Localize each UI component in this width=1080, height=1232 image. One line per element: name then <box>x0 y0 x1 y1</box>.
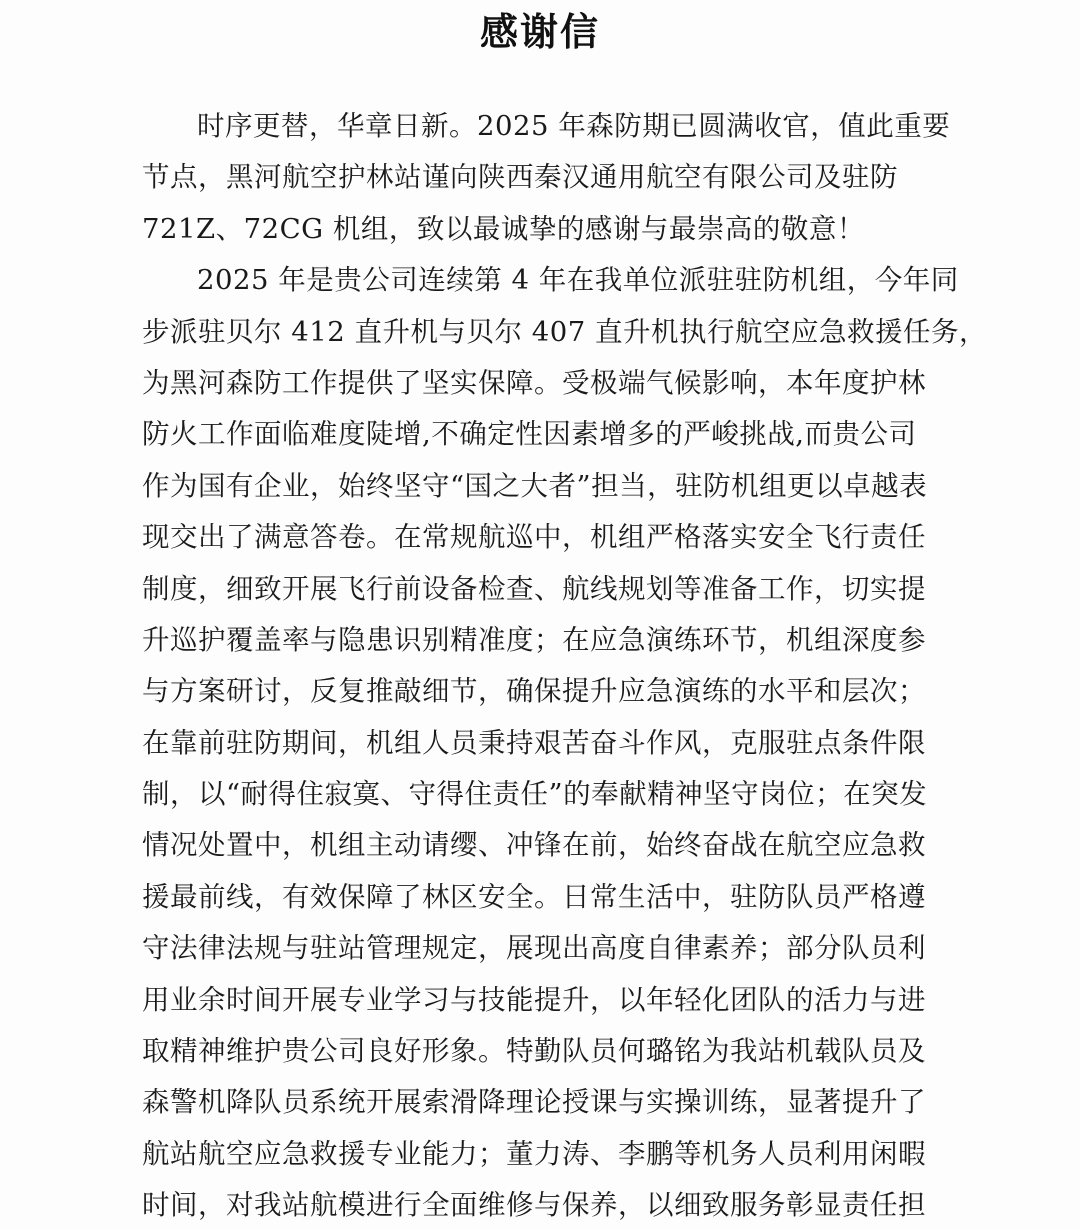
body-line: 时间，对我站航模进行全面维修与保养，以细致服务彰显责任担 <box>142 1189 926 1222</box>
body-line: 用业余时间开展专业学习与技能提升，以年轻化团队的活力与进 <box>142 983 926 1016</box>
body-line: 航站航空应急救援专业能力；董力涛、李鹏等机务人员利用闲暇 <box>142 1137 926 1170</box>
body-line: 情况处置中，机组主动请缨、冲锋在前，始终奋战在航空应急救 <box>142 829 926 862</box>
letter-title: 感谢信 <box>479 9 600 54</box>
body-line: 在靠前驻防期间，机组人员秉持艰苦奋斗作风，克服驻点条件限 <box>142 726 926 759</box>
body-line: 作为国有企业，始终坚守“国之大者”担当，驻防机组更以卓越表 <box>142 469 928 502</box>
body-line: 制，以“耐得住寂寞、守得住责任”的奉献精神坚守岗位；在突发 <box>142 778 928 811</box>
body-line: 森警机降队员系统开展索滑降理论授课与实操训练，显著提升了 <box>142 1086 926 1119</box>
body-line: 步派驻贝尔 412 直升机与贝尔 407 直升机执行航空应急救援任务， <box>142 315 987 348</box>
body-line: 守法律法规与驻站管理规定，展现出高度自律素养；部分队员利 <box>142 932 926 965</box>
body-line: 节点，黑河航空护林站谨向陕西秦汉通用航空有限公司及驻防 <box>142 161 898 194</box>
body-line: 援最前线，有效保障了林区安全。日常生活中，驻防队员严格遵 <box>142 880 926 913</box>
body-line: 时序更替，华章日新。2025 年森防期已圆满收官，值此重要 <box>197 110 951 142</box>
body-line: 2025 年是贵公司连续第 4 年在我单位派驻驻防机组，今年同 <box>197 264 959 297</box>
letter-body <box>142 101 987 1232</box>
body-line: 721Z、72CG 机组，致以最诚挚的感谢与最崇高的敬意！ <box>142 212 865 245</box>
body-line: 为黑河森防工作提供了坚实保障。受极端气候影响，本年度护林 <box>142 366 926 399</box>
body-line: 升巡护覆盖率与隐患识别精准度；在应急演练环节，机组深度参 <box>142 623 926 656</box>
body-line: 制度，细致开展飞行前设备检查、航线规划等准备工作，切实提 <box>142 572 926 605</box>
body-line: 现交出了满意答卷。在常规航巡中，机组严格落实安全飞行责任 <box>142 521 926 554</box>
body-line: 防火工作面临难度陡增,不确定性因素增多的严峻挑战,而贵公司 <box>142 418 917 451</box>
body-line: 取精神维护贵公司良好形象。特勤队员何璐铭为我站机载队员及 <box>142 1035 926 1068</box>
body-line: 与方案研讨，反复推敲细节，确保提升应急演练的水平和层次； <box>142 675 926 708</box>
